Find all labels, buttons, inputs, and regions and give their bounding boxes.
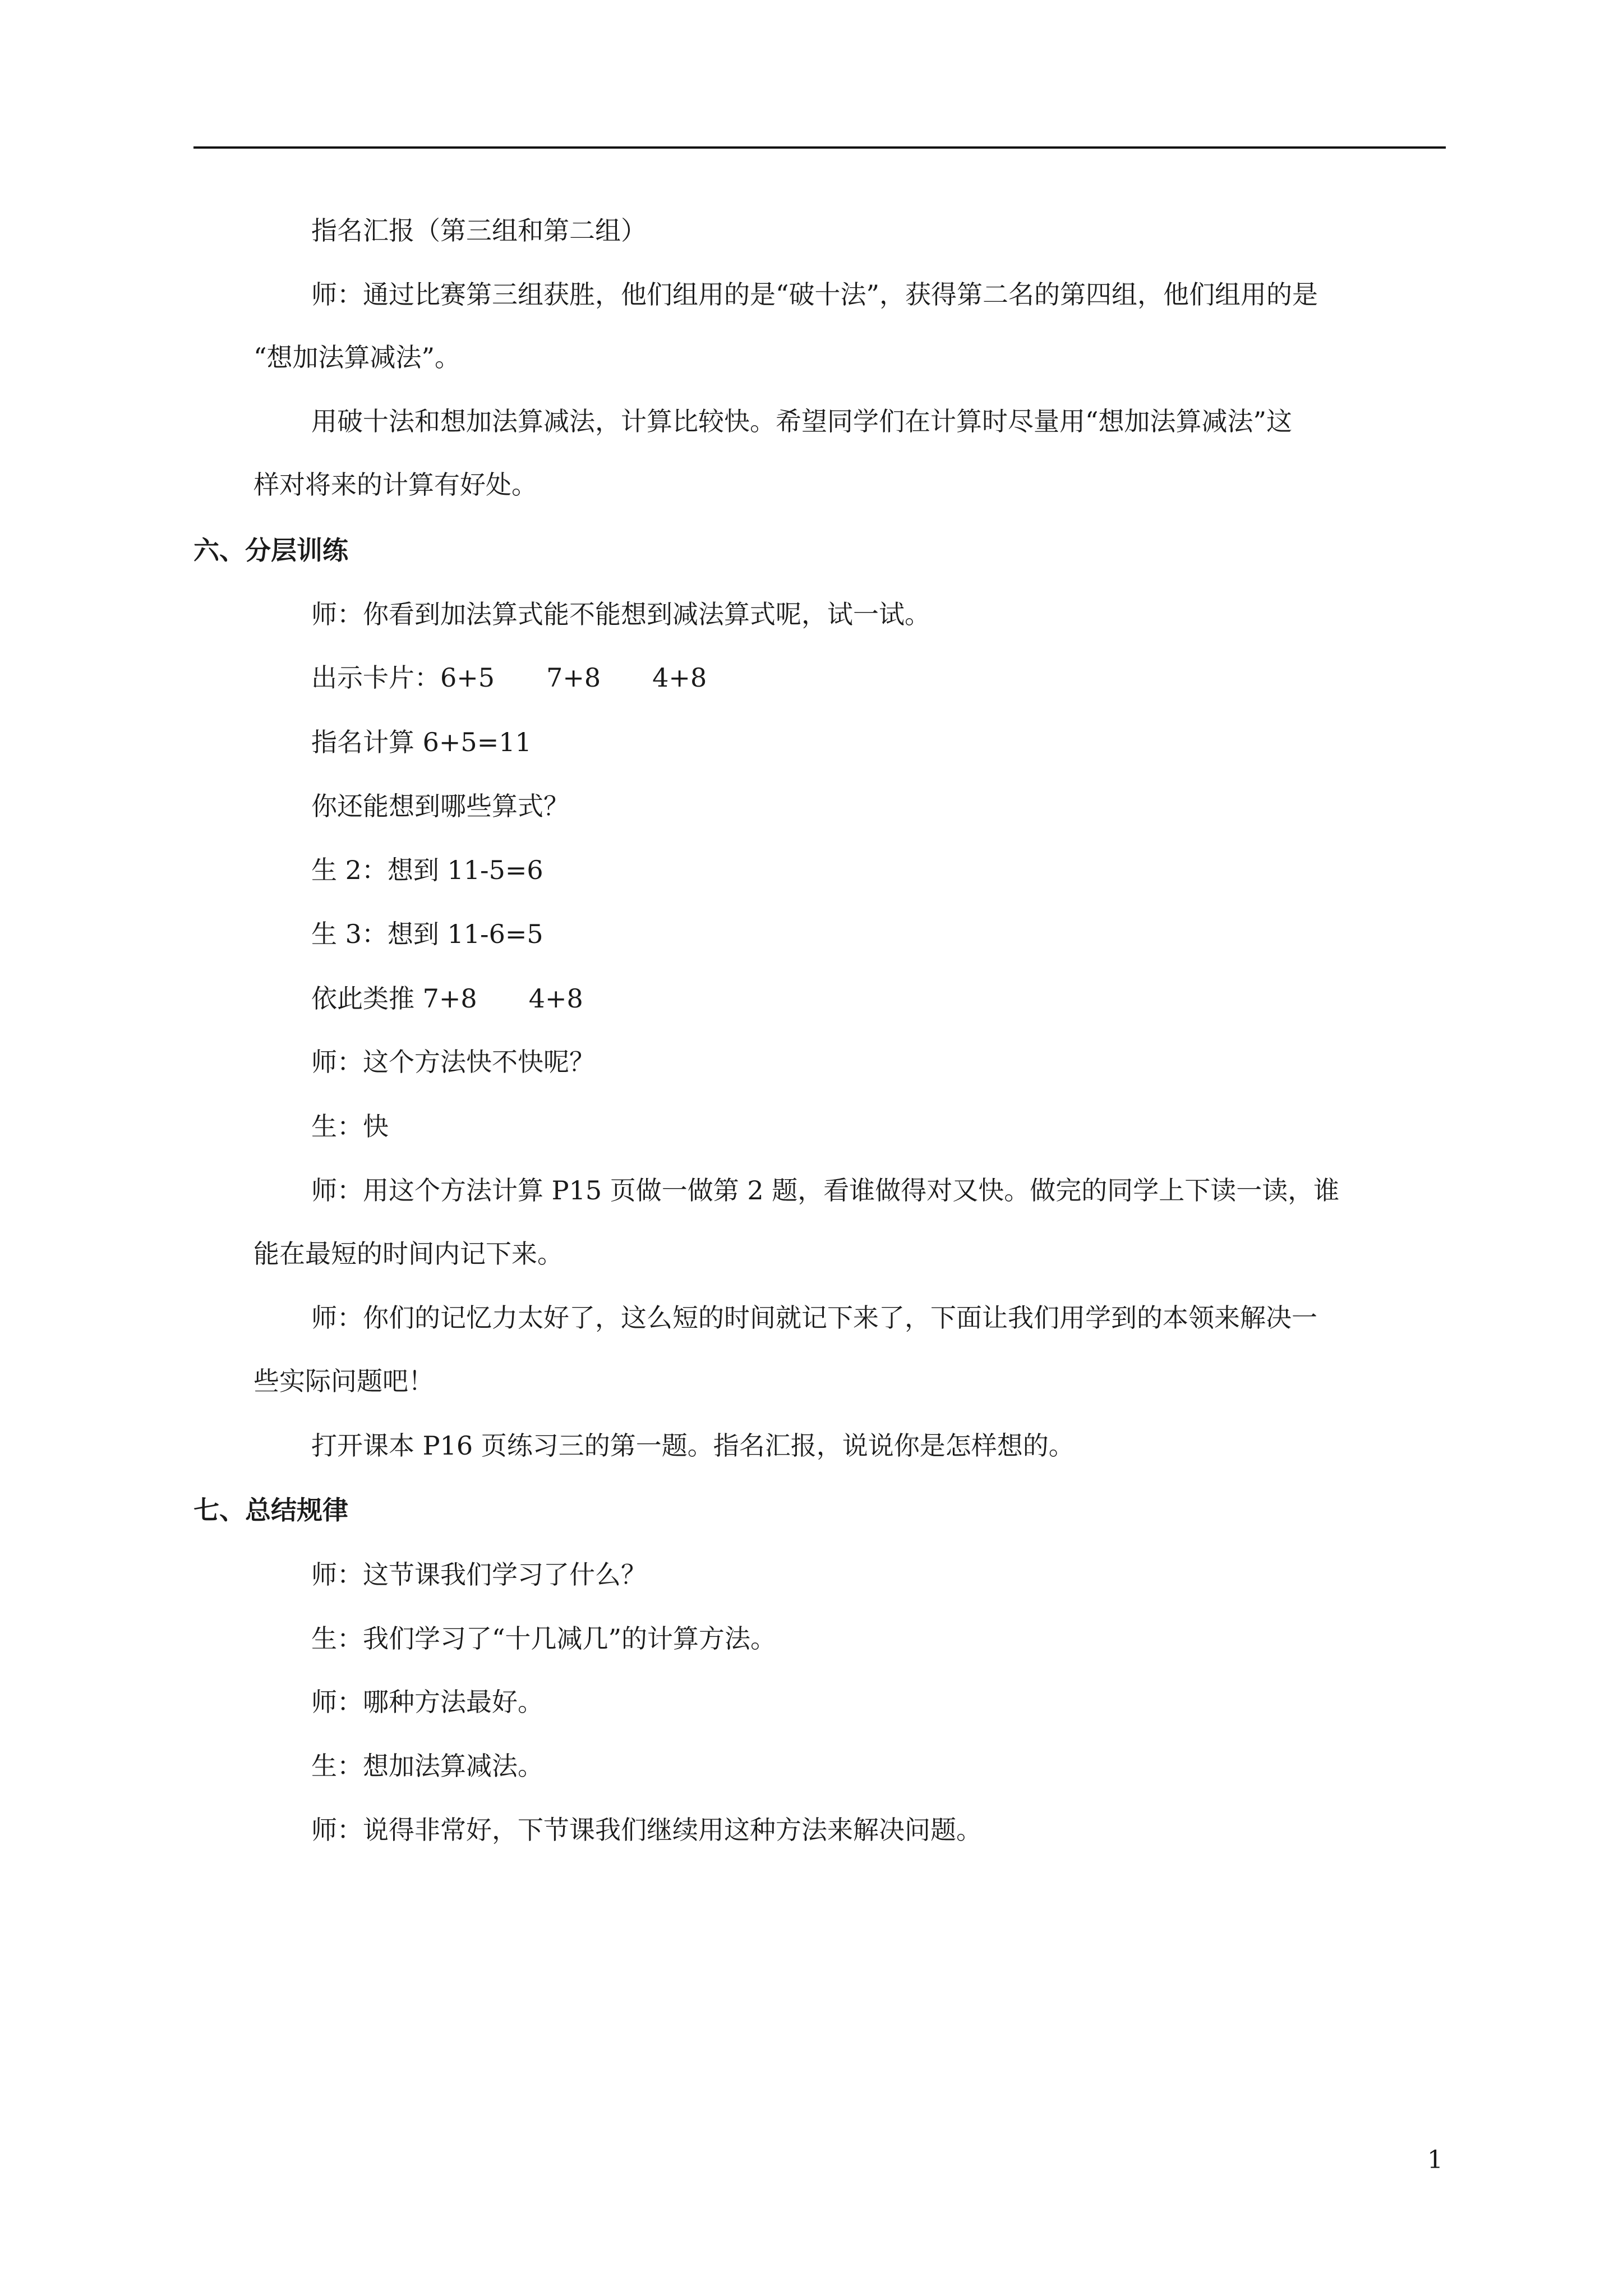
paragraph-show-cards: 出示卡片：6+5 7+8 4+8 bbox=[311, 662, 707, 693]
section-heading-7: 七、总结规律 bbox=[193, 1495, 348, 1525]
paragraph-teacher-memory-cont: 些实际问题吧！ bbox=[253, 1366, 434, 1396]
paragraph-teacher-fast: 师：这个方法快不快呢？ bbox=[311, 1047, 595, 1077]
paragraph-analogy: 依此类推 7+8 4+8 bbox=[311, 983, 583, 1014]
paragraph-student-2: 生 2：想到 11-5=6 bbox=[311, 855, 543, 885]
header-rule bbox=[193, 146, 1446, 149]
paragraph-calc: 指名计算 6+5=11 bbox=[311, 727, 532, 757]
paragraph-teacher-result-cont: “想加法算减法”。 bbox=[253, 342, 461, 372]
paragraph-teacher-question: 师：你看到加法算式能不能想到减法算式呢，试一试。 bbox=[311, 599, 930, 629]
paragraph-student-3: 生 3：想到 11-6=5 bbox=[311, 919, 543, 949]
paragraph-teacher-learned: 师：这节课我们学习了什么？ bbox=[311, 1559, 647, 1590]
paragraph-report: 指名汇报（第三组和第二组） bbox=[311, 215, 647, 246]
paragraph-other-formulas: 你还能想到哪些算式？ bbox=[311, 791, 569, 821]
paragraph-teacher-p15-cont: 能在最短的时间内记下来。 bbox=[253, 1239, 563, 1269]
paragraph-method-advice: 用破十法和想加法算减法，计算比较快。希望同学们在计算时尽量用“想加法算减法”这 bbox=[311, 406, 1293, 436]
paragraph-open-textbook: 打开课本 P16 页练习三的第一题。指名汇报，说说你是怎样想的。 bbox=[311, 1430, 1075, 1461]
paragraph-teacher-memory: 师：你们的记忆力太好了，这么短的时间就记下来了，下面让我们用学到的本领来解决一 bbox=[311, 1303, 1317, 1333]
paragraph-teacher-result: 师：通过比赛第三组获胜，他们组用的是“破十法”，获得第二名的第四组，他们组用的是 bbox=[311, 279, 1318, 310]
section-heading-6: 六、分层训练 bbox=[193, 535, 348, 565]
paragraph-student-learned: 生：我们学习了“十几减几”的计算方法。 bbox=[311, 1623, 777, 1654]
paragraph-student-fast: 生：快 bbox=[311, 1111, 389, 1142]
paragraph-teacher-closing: 师：说得非常好，下节课我们继续用这种方法来解决问题。 bbox=[311, 1815, 982, 1845]
page-number: 1 bbox=[1427, 2146, 1443, 2174]
paragraph-student-best: 生：想加法算减法。 bbox=[311, 1751, 543, 1781]
paragraph-teacher-best: 师：哪种方法最好。 bbox=[311, 1687, 543, 1717]
paragraph-method-advice-cont: 样对将来的计算有好处。 bbox=[253, 470, 537, 500]
paragraph-teacher-p15: 师：用这个方法计算 P15 页做一做第 2 题，看谁做得对又快。做完的同学上下读一读，谁 bbox=[311, 1175, 1340, 1205]
